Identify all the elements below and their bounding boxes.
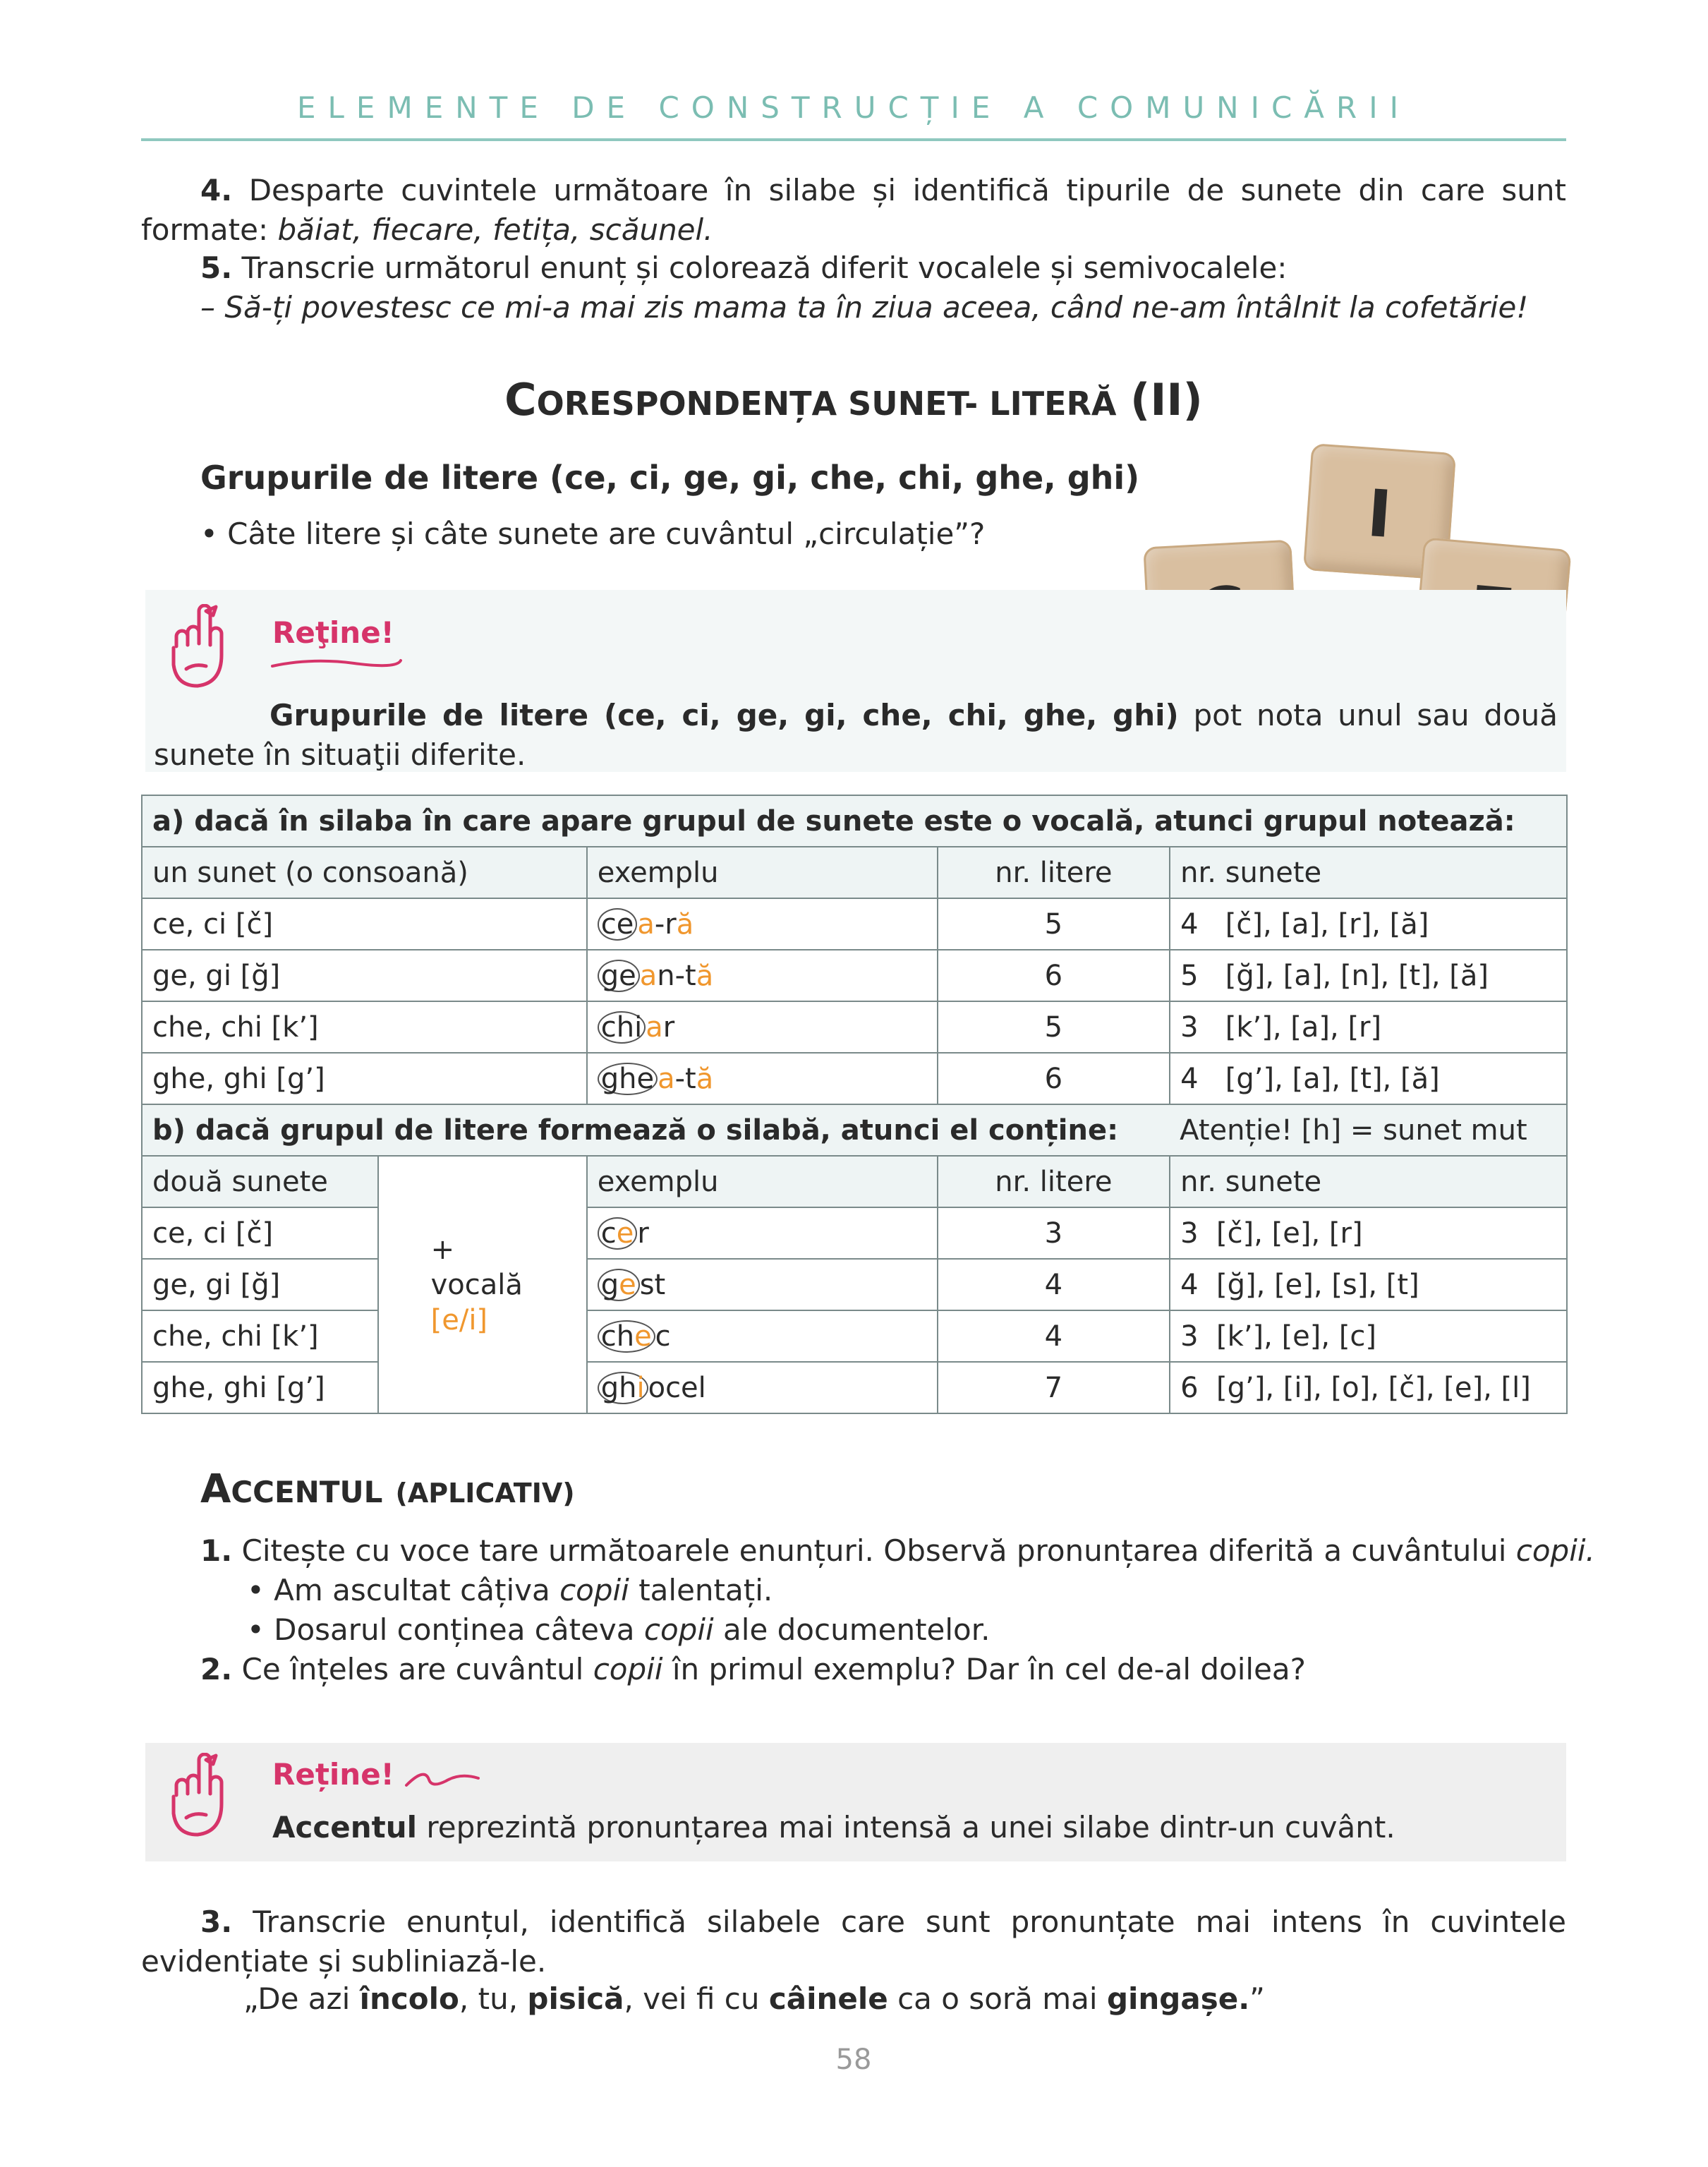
- example-circled-group: ge: [598, 960, 640, 992]
- vowel-ei: [e/i]: [430, 1303, 488, 1336]
- sounds-list: [g’], [i], [o], [č], [e], [l]: [1216, 1371, 1531, 1404]
- retine-2-bold: Accentul: [272, 1810, 418, 1845]
- row-example: [587, 950, 938, 1001]
- row-letters: 7: [938, 1362, 1170, 1413]
- example-vowel: e: [619, 1268, 636, 1301]
- example-rest: st: [639, 1268, 666, 1301]
- groups-heading: Grupurile de litere (ce, ci, ge, gi, che, chi, ghe, ghi): [200, 459, 1140, 497]
- retine-1-title: Reţine!: [272, 615, 394, 650]
- example-vowel: e: [616, 1217, 634, 1250]
- table-header-letters: nr. litere: [938, 847, 1170, 898]
- example-rest: -t: [674, 1062, 696, 1095]
- table-row: [142, 1207, 1567, 1259]
- plus-vowel-cell: [378, 1156, 587, 1413]
- exercise-4-text: Desparte cuvintele următoare în silabe și identifică tipurile de sunete din care sunt formate:: [141, 173, 1567, 247]
- row-group: che, chi [k’]: [142, 1310, 378, 1362]
- sounds-list: [ğ], [a], [n], [t], [ă]: [1225, 959, 1489, 992]
- table-row: [142, 1362, 1567, 1413]
- table-row: [142, 1001, 1567, 1053]
- row-group: che, chi [k’]: [142, 1001, 587, 1053]
- sounds-list: [č], [e], [r]: [1216, 1217, 1363, 1250]
- section-title-suffix: (II): [1130, 374, 1203, 425]
- row-letters: 4: [938, 1310, 1170, 1362]
- row-letters: 4: [938, 1259, 1170, 1310]
- table-header-b-sounds: nr. sunete: [1170, 1156, 1567, 1207]
- sounds-count: 3: [1180, 1010, 1199, 1044]
- sounds-list: [k’], [a], [r]: [1225, 1010, 1382, 1044]
- example-circled-group: [598, 1372, 648, 1404]
- table-section-a: a) dacă în silaba în care apare grupul de sunete este o vocală, atunci grupul notează:: [142, 795, 1567, 847]
- table-row: [142, 1310, 1567, 1362]
- exercise-5-text: Transcrie următorul enunț și colorează diferit vocalele și semivocalele:: [241, 250, 1288, 285]
- table-section-b: b) dacă grupul de litere formează o silabă, atunci el conține:: [142, 1104, 1170, 1156]
- table-header-example: exemplu: [587, 847, 938, 898]
- accent-title-initial: A: [200, 1466, 231, 1512]
- example-b-post: ale documentelor.: [723, 1612, 991, 1647]
- accent-title: [200, 1466, 575, 1512]
- row-sounds: [1170, 898, 1567, 950]
- accent-exercise-2: [200, 1650, 1306, 1689]
- exercise-5-number: 5.: [200, 250, 233, 285]
- table-section-b-note: Atenție! [h] = sunet mut: [1170, 1104, 1567, 1156]
- example-circled-group: [598, 1217, 638, 1250]
- quote-part-1: „De azi: [243, 1981, 351, 2016]
- exercise-3-number: 3.: [200, 1905, 233, 1939]
- sounds-count: 6: [1180, 1371, 1199, 1404]
- header-rule: [141, 138, 1566, 141]
- row-sounds: [1170, 1001, 1567, 1053]
- raised-hand-icon: [162, 1753, 233, 1845]
- accent-ex2-pre: Ce înțeles are cuvântul: [241, 1652, 584, 1686]
- row-example: [587, 1362, 938, 1413]
- row-letters: 3: [938, 1207, 1170, 1259]
- accent-exercise-1: [200, 1531, 1595, 1571]
- example-vowel: a: [658, 1062, 675, 1095]
- quote-word-4: gingașe.: [1106, 1981, 1250, 2016]
- example-vowel: e: [634, 1320, 652, 1353]
- retine-box-1: [145, 590, 1566, 772]
- exercise-5-quote: – Să-ți povestesc ce mi-a mai zis mama ta în ziua aceea, când ne-am întâlnit la cofetărie!: [200, 290, 1529, 325]
- section-title-initial: C: [504, 374, 537, 425]
- quote-word-3: câinele: [768, 1981, 888, 2016]
- table-row: [142, 1053, 1567, 1104]
- example-rest: r: [662, 1010, 675, 1044]
- example-rest: c: [655, 1320, 671, 1353]
- section-title-rest: ORESPONDENȚA SUNET- LITERĂ: [536, 385, 1117, 423]
- example-a-post: talentați.: [638, 1573, 773, 1607]
- example-rest: n-t: [657, 959, 696, 992]
- example-circled-group: [598, 1269, 640, 1301]
- exercise-4-number: 4.: [200, 173, 233, 207]
- row-group: ge, gi [ğ]: [142, 950, 587, 1001]
- sounds-list: [ğ], [e], [s], [t]: [1216, 1268, 1419, 1301]
- sounds-count: 3: [1180, 1217, 1199, 1250]
- example-vowel: i: [636, 1371, 645, 1404]
- sounds-list: [g’], [a], [t], [ă]: [1225, 1062, 1440, 1095]
- table-row: [142, 898, 1567, 950]
- quote-word-1: încolo: [359, 1981, 459, 2016]
- row-example: [587, 1053, 938, 1104]
- row-example: [587, 1207, 938, 1259]
- row-sounds: [1170, 1053, 1567, 1104]
- accent-title-rest: CCENTUL: [231, 1475, 383, 1509]
- table-header-b-example: exemplu: [587, 1156, 938, 1207]
- retine-1-underline: [269, 655, 404, 672]
- row-letters: 5: [938, 1001, 1170, 1053]
- retine-box-2: [145, 1743, 1566, 1861]
- row-example: [587, 1310, 938, 1362]
- sounds-count: 4: [1180, 1062, 1199, 1095]
- section-title: [141, 374, 1566, 425]
- running-header: ELEMENTE DE CONSTRUCȚIE A COMUNICĂRII: [297, 90, 1410, 125]
- row-group: ce, ci [č]: [142, 898, 587, 950]
- sounds-count: 4: [1180, 1268, 1199, 1301]
- raised-hand-icon: [162, 604, 233, 696]
- retine-2-text: [272, 1810, 1542, 1845]
- accent-ex2-word: copii: [593, 1652, 663, 1686]
- example-consonant: c: [600, 1217, 617, 1250]
- example-b-word: copii: [643, 1612, 714, 1647]
- accent-title-paren: (APLICATIV): [395, 1478, 575, 1509]
- accent-ex1-text: Citește cu voce tare următoarele enunțuri. Observă pronunțarea diferită a cuvântului: [241, 1533, 1507, 1568]
- example-b-pre: • Dosarul conținea câteva: [247, 1612, 635, 1647]
- sounds-count: 3: [1180, 1320, 1199, 1353]
- row-example: [587, 898, 938, 950]
- row-sounds: [1170, 1310, 1567, 1362]
- row-example: [587, 1259, 938, 1310]
- retine-1-bold: Grupurile de litere (ce, ci, ge, gi, che, chi, ghe, ghi): [269, 698, 1179, 732]
- accent-example-a: [247, 1571, 773, 1610]
- accent-ex1-number: 1.: [200, 1533, 233, 1568]
- quote-part-2: , tu,: [459, 1981, 519, 2016]
- sounds-count: 4: [1180, 907, 1199, 941]
- letter-groups-table: [141, 795, 1568, 1414]
- retine-2-body: reprezintă pronunțarea mai intensă a unei silabe dintr-un cuvânt.: [426, 1810, 1395, 1845]
- page-number: 58: [835, 2044, 872, 2076]
- row-sounds: [1170, 1259, 1567, 1310]
- row-group: ghe, ghi [g’]: [142, 1362, 378, 1413]
- accent-ex1-word: copii.: [1515, 1533, 1595, 1568]
- accent-ex2-number: 2.: [200, 1652, 233, 1686]
- row-example: [587, 1001, 938, 1053]
- example-circled-group: [598, 1320, 655, 1353]
- table-header-b-group: două sunete: [142, 1156, 378, 1207]
- table-header-b-letters: nr. litere: [938, 1156, 1170, 1207]
- example-a-pre: • Am ascultat câțiva: [247, 1573, 550, 1607]
- exercise-4: [141, 171, 1566, 250]
- row-sounds: [1170, 1207, 1567, 1259]
- example-rest: ocel: [648, 1371, 706, 1404]
- tile-i-letter: I: [1364, 475, 1395, 553]
- retine-2-swirl: [404, 1760, 481, 1795]
- example-vowel: a: [646, 1010, 663, 1044]
- table-header-sounds: nr. sunete: [1170, 847, 1567, 898]
- exercise-4-words: băiat, fiecare, fetița, scăunel.: [277, 212, 713, 247]
- quote-part-5: ”: [1249, 1981, 1265, 2016]
- quote-word-2: pisică: [527, 1981, 624, 2016]
- row-group: ce, ci [č]: [142, 1207, 378, 1259]
- table-row: [142, 1259, 1567, 1310]
- row-sounds: [1170, 950, 1567, 1001]
- accent-ex2-post: în primul exemplu? Dar în cel de-al doilea?: [672, 1652, 1306, 1686]
- example-rest: r: [637, 1217, 649, 1250]
- sounds-count: 5: [1180, 959, 1199, 992]
- example-vowel-2: ă: [696, 959, 714, 992]
- row-letters: 6: [938, 950, 1170, 1001]
- retine-1-text: [154, 696, 1558, 775]
- row-group: ge, gi [ğ]: [142, 1259, 378, 1310]
- exercise-3: [141, 1902, 1566, 1981]
- sounds-list: [č], [a], [r], [ă]: [1225, 907, 1429, 941]
- quote-part-3: , vei fi cu: [624, 1981, 760, 2016]
- example-vowel-2: ă: [696, 1062, 714, 1095]
- example-circled-group: ce: [598, 908, 638, 941]
- example-vowel: a: [637, 907, 655, 941]
- example-consonant: ch: [600, 1320, 635, 1353]
- row-group: ghe, ghi [g’]: [142, 1053, 587, 1104]
- row-letters: 5: [938, 898, 1170, 950]
- plus-sign: +: [430, 1233, 455, 1266]
- table-row: [142, 950, 1567, 1001]
- vowel-label: vocală: [430, 1268, 523, 1301]
- example-vowel: a: [639, 959, 658, 992]
- example-circled-group: chi: [598, 1011, 646, 1044]
- exercise-5: [141, 248, 1566, 288]
- row-sounds: [1170, 1362, 1567, 1413]
- example-consonant: gh: [600, 1371, 637, 1404]
- example-circled-group: ghe: [598, 1063, 658, 1095]
- exercise-3-text: Transcrie enunțul, identifică silabele care sunt pronunțate mai intens în cuvintele evidențiate și subliniază-le.: [141, 1905, 1566, 1979]
- example-rest: -r: [654, 907, 677, 941]
- example-vowel-2: ă: [676, 907, 694, 941]
- row-letters: 6: [938, 1053, 1170, 1104]
- sounds-list: [k’], [e], [c]: [1216, 1320, 1377, 1353]
- exercise-3-quote: [243, 1981, 1265, 2016]
- accent-example-b: [247, 1610, 991, 1650]
- retine-2-title: Reține!: [272, 1757, 394, 1792]
- circulatie-question: • Câte litere și câte sunete are cuvântul „circulație”?: [200, 517, 986, 551]
- retine-1-body: pot nota unul sau două sunete în situaţii diferite.: [154, 698, 1558, 772]
- quote-part-4: ca o soră mai: [897, 1981, 1098, 2016]
- example-a-word: copii: [559, 1573, 629, 1607]
- table-header-group: un sunet (o consoană): [142, 847, 587, 898]
- example-consonant: g: [600, 1268, 619, 1301]
